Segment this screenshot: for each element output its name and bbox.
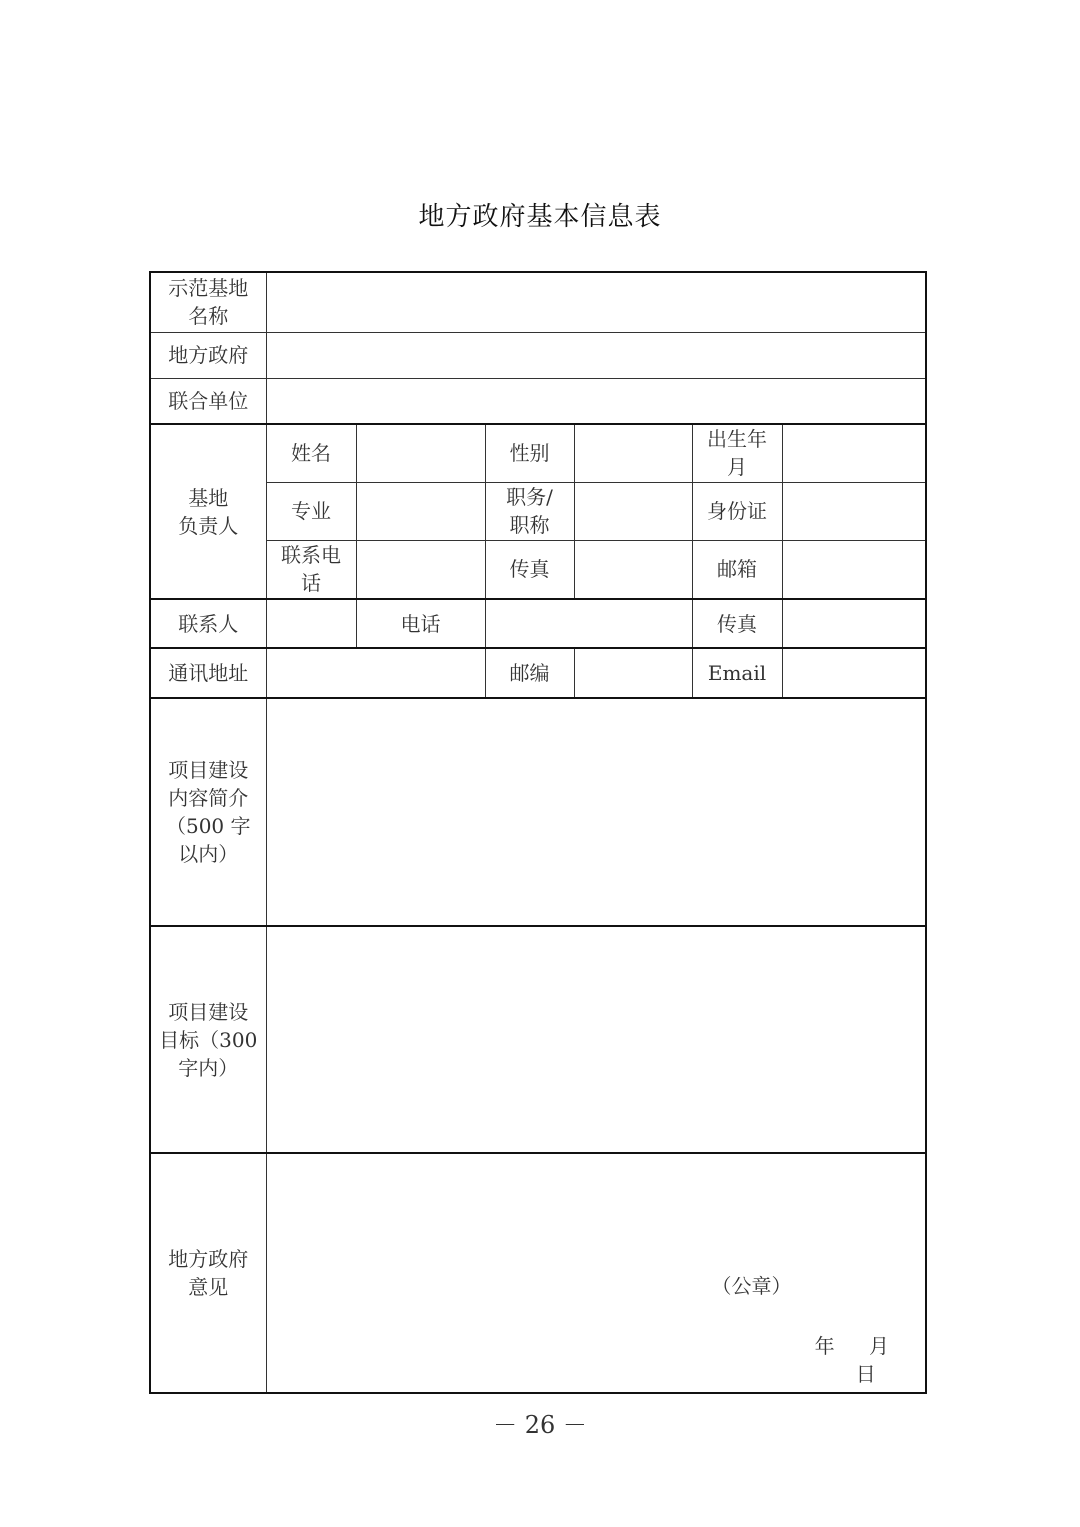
label-leader-phone: 联系电 话: [266, 540, 356, 599]
date-year-label: 年: [814, 1334, 835, 1358]
row-address: [150, 648, 926, 698]
field-id-card[interactable]: [782, 482, 926, 540]
label-project-intro: 项目建设 内容简介 （500 字 以内）: [150, 698, 266, 926]
label-mailbox: 邮箱: [692, 540, 782, 599]
row-project-goal: [150, 926, 926, 1153]
label-base-leader: 基地 负责人: [150, 424, 266, 599]
field-base-name[interactable]: [266, 272, 926, 332]
label-email: Email: [692, 648, 782, 698]
label-id-card: 身份证: [692, 482, 782, 540]
label-project-goal: 项目建设 目标（300 字内）: [150, 926, 266, 1153]
date-month-label: 月: [868, 1334, 889, 1358]
label-contact: 联系人: [150, 599, 266, 648]
form-title: 地方政府基本信息表: [418, 202, 662, 232]
date-day-label: 日: [855, 1362, 876, 1386]
field-position[interactable]: [574, 482, 692, 540]
label-leader-fax: 传真: [485, 540, 574, 599]
row-leader-1: [150, 424, 926, 482]
row-leader-3: [150, 540, 926, 599]
field-email[interactable]: [782, 648, 926, 698]
label-major: 专业: [266, 482, 356, 540]
label-address: 通讯地址: [150, 648, 266, 698]
row-base-name: [150, 272, 926, 332]
field-gov-opinion[interactable]: [266, 1153, 926, 1393]
field-address[interactable]: [266, 648, 485, 698]
field-project-goal[interactable]: [266, 926, 926, 1153]
field-gender[interactable]: [574, 424, 692, 482]
row-project-intro: [150, 698, 926, 926]
official-seal-label: （公章）: [711, 1274, 792, 1298]
label-gov-opinion: 地方政府 意见: [150, 1153, 266, 1393]
row-government: [150, 332, 926, 378]
date-line: [807, 1332, 926, 1388]
field-birth[interactable]: [782, 424, 926, 482]
label-contact-fax: 传真: [692, 599, 782, 648]
field-major[interactable]: [356, 482, 485, 540]
field-contact-fax[interactable]: [782, 599, 926, 648]
field-joint-unit[interactable]: [266, 378, 926, 424]
row-leader-2: [150, 482, 926, 540]
field-contact[interactable]: [266, 599, 356, 648]
field-government[interactable]: [266, 332, 926, 378]
field-mailbox[interactable]: [782, 540, 926, 599]
row-joint-unit: [150, 378, 926, 424]
label-contact-phone: 电话: [356, 599, 485, 648]
info-table: [149, 271, 927, 1394]
field-leader-fax[interactable]: [574, 540, 692, 599]
row-contact: [150, 599, 926, 648]
field-leader-phone[interactable]: [356, 540, 485, 599]
field-contact-phone[interactable]: [485, 599, 692, 648]
field-zip[interactable]: [574, 648, 692, 698]
page-number: － 26 －: [493, 1411, 587, 1439]
label-birth: 出生年 月: [692, 424, 782, 482]
label-position: 职务/ 职称: [485, 482, 574, 540]
field-project-intro[interactable]: [266, 698, 926, 926]
row-gov-opinion: [150, 1153, 926, 1393]
label-joint-unit: 联合单位: [150, 378, 266, 424]
label-government: 地方政府: [150, 332, 266, 378]
label-gender: 性别: [485, 424, 574, 482]
label-zip: 邮编: [485, 648, 574, 698]
label-name: 姓名: [266, 424, 356, 482]
field-name[interactable]: [356, 424, 485, 482]
label-base-name: 示范基地 名称: [150, 272, 266, 332]
